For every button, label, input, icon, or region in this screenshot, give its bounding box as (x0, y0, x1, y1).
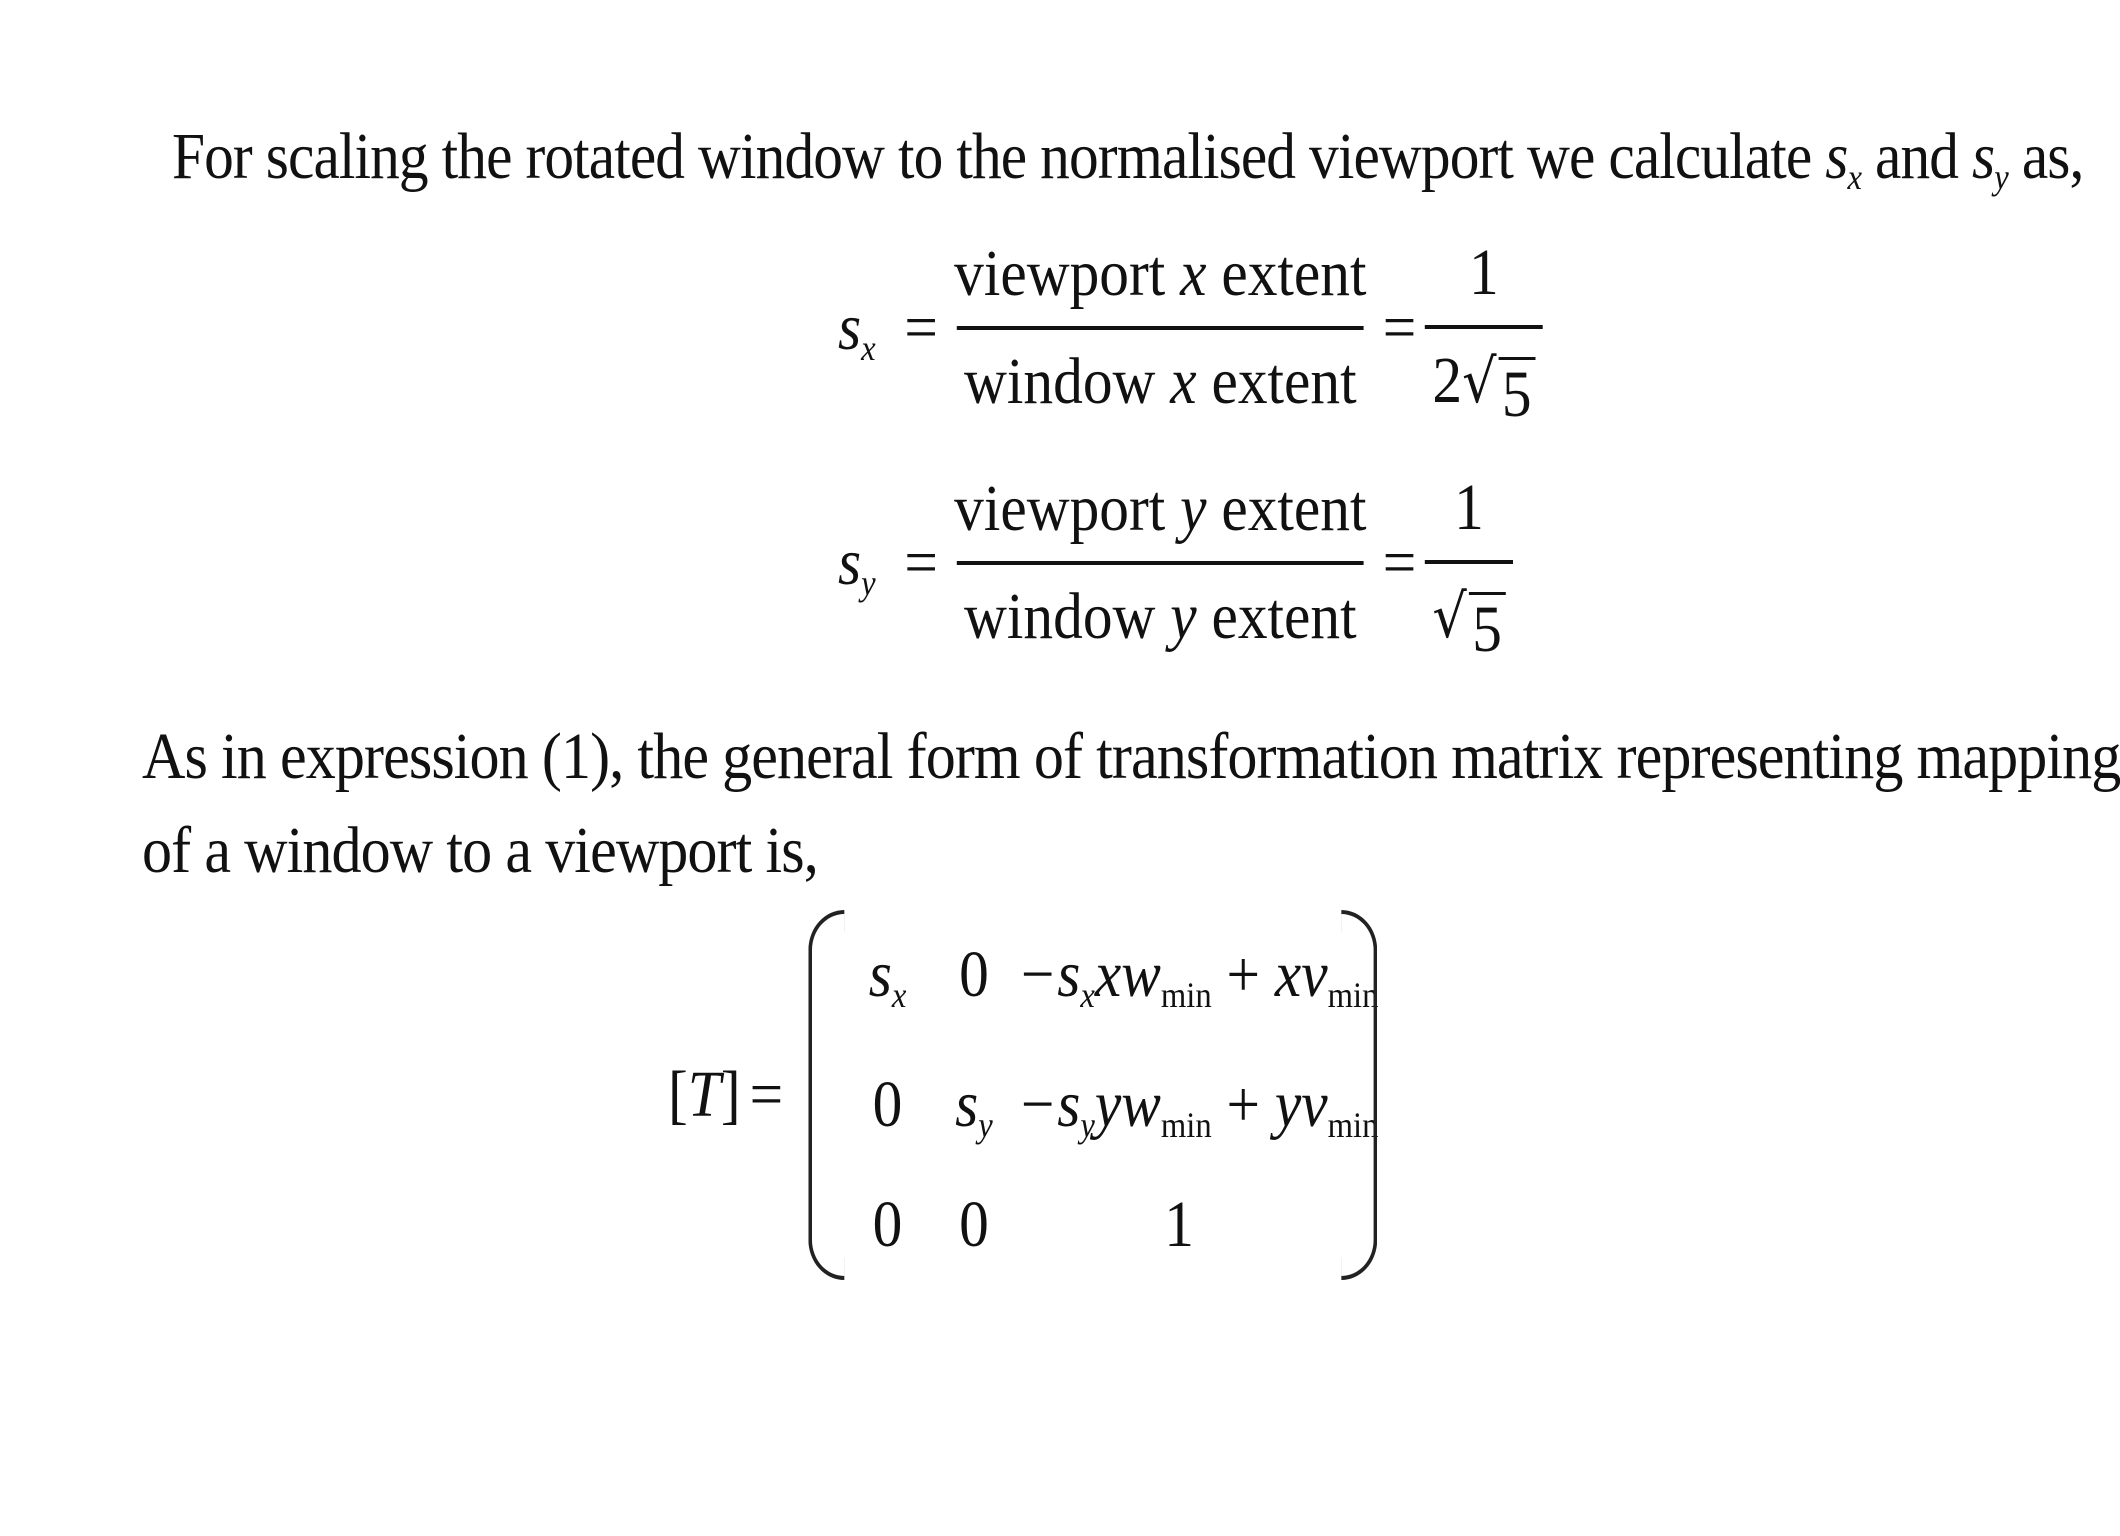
var-s: s (838, 525, 862, 599)
var-s: s (1972, 120, 1995, 193)
term-xw: xw (1094, 938, 1161, 1011)
radicand: 5 (1469, 592, 1506, 665)
text-viewport: viewport (954, 236, 1181, 310)
denominator (957, 561, 1364, 665)
var-y: y (1170, 579, 1197, 653)
sub-y: y (978, 1104, 993, 1145)
sub-y: y (861, 562, 876, 603)
matrix-cell-r3c2: 0 (959, 1188, 989, 1261)
equation-sx (838, 225, 1542, 430)
var-t: T (687, 1058, 721, 1131)
matrix-lhs (668, 1057, 741, 1133)
matrix-paragraph (142, 710, 2120, 898)
text-extent: extent (1206, 471, 1367, 545)
text-window: window (964, 344, 1171, 418)
matrix-cell-r1c3 (1017, 937, 1379, 1015)
numerator: 1 (1468, 236, 1499, 309)
sub-x: x (1847, 156, 1862, 197)
text-window: window (964, 579, 1171, 653)
text-extent: extent (1196, 579, 1357, 653)
var-x: x (1170, 344, 1197, 418)
sub-min: min (1327, 974, 1379, 1015)
right-parenthesis-icon (1341, 910, 1377, 1280)
var-x: x (1180, 236, 1207, 310)
sub-min: min (1160, 1104, 1212, 1145)
term-neg-s: −s (1017, 938, 1081, 1011)
intro-and: and (1861, 120, 1973, 193)
equation-lhs (838, 525, 876, 601)
sub-x: x (891, 974, 907, 1015)
var-s: s (955, 1068, 979, 1141)
denominator (957, 326, 1364, 430)
denominator (1425, 560, 1513, 665)
term-xv: xv (1274, 938, 1328, 1011)
fraction-value (1425, 460, 1513, 665)
plus-sign: + (1211, 938, 1275, 1011)
equals-sign: = (904, 290, 938, 364)
equals-sign: = (1382, 525, 1417, 599)
term-yw: yw (1094, 1068, 1161, 1141)
matrix-cell-r2c1: 0 (872, 1068, 903, 1141)
paragraph-line-1: As in expression (1), the general form of transformation matrix representing mapping (142, 720, 2120, 793)
plus-sign: + (1211, 1068, 1275, 1141)
transformation-matrix-equation (668, 905, 1377, 1285)
matrix-cell-r3c3: 1 (1164, 1188, 1194, 1261)
sub-y: y (1080, 1104, 1095, 1145)
radical-icon: √ (1462, 347, 1497, 417)
numerator (947, 461, 1374, 561)
equation-sy (838, 460, 1513, 665)
text-extent: extent (1206, 236, 1367, 310)
intro-paragraph (172, 110, 2083, 204)
paragraph-line-2: of a window to a viewport is, (142, 814, 818, 887)
intro-text: For scaling the rotated window to the normalised viewport we calculate (172, 120, 1826, 193)
matrix-cell-r3c1: 0 (872, 1188, 903, 1261)
equals-sign: = (749, 1058, 784, 1131)
left-parenthesis-icon (808, 910, 844, 1280)
bracket-close: ] (720, 1058, 741, 1131)
square-root (1462, 334, 1535, 430)
term-neg-s: −s (1017, 1068, 1081, 1141)
matrix-cell-r2c2 (931, 1067, 1017, 1143)
term-yv: yv (1274, 1068, 1328, 1141)
radical-icon: √ (1432, 582, 1467, 652)
intro-end: as, (2007, 120, 2084, 193)
var-y: y (1180, 471, 1207, 545)
numerator: 1 (1454, 471, 1484, 544)
coefficient: 2 (1432, 344, 1463, 417)
sub-x: x (861, 327, 876, 368)
text-extent: extent (1196, 344, 1357, 418)
equals-sign: = (904, 525, 938, 599)
sub-y: y (1994, 156, 2008, 197)
denominator (1425, 325, 1542, 430)
equation-lhs (838, 290, 876, 366)
radicand: 5 (1498, 357, 1535, 430)
fraction-extent (947, 461, 1374, 665)
matrix-cell-r2c3 (1017, 1067, 1379, 1145)
var-s: s (868, 938, 892, 1011)
fraction-extent (947, 226, 1374, 430)
var-s: s (838, 290, 862, 364)
fraction-value (1425, 225, 1542, 430)
text-viewport: viewport (954, 471, 1181, 545)
numerator (947, 226, 1374, 326)
square-root (1432, 569, 1505, 665)
matrix-cell-r1c2: 0 (959, 938, 989, 1011)
sub-x: x (1080, 974, 1095, 1015)
sub-min: min (1160, 974, 1212, 1015)
matrix-grid (844, 910, 1379, 1280)
equals-sign: = (1382, 290, 1417, 364)
matrix-cell-r1c1 (844, 937, 930, 1013)
var-s: s (1825, 120, 1848, 193)
bracket-open: [ (668, 1058, 688, 1131)
sub-min: min (1327, 1104, 1379, 1145)
